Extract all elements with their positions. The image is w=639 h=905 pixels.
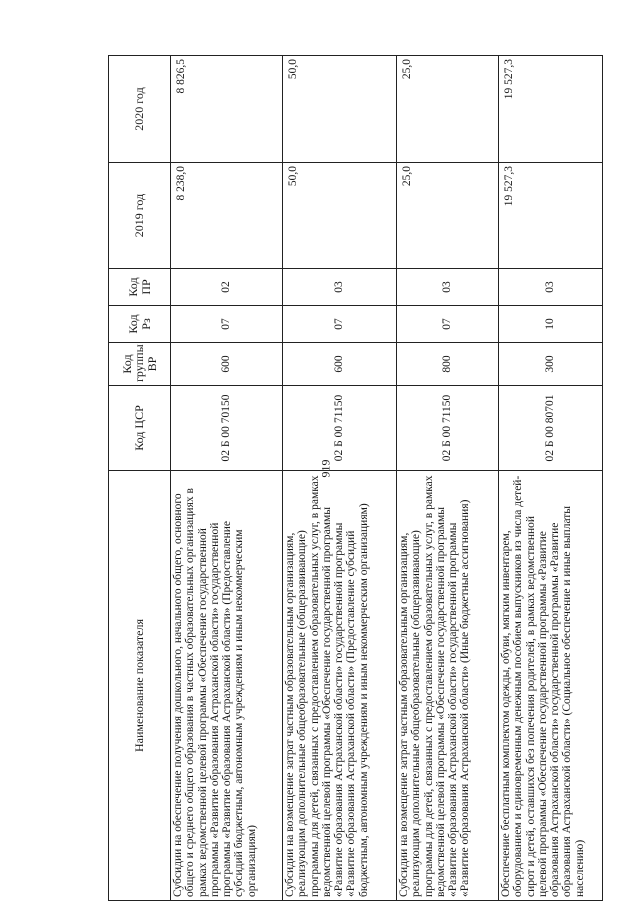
row-2019: 19 527,3 <box>499 163 603 269</box>
table-row <box>171 56 283 901</box>
header-2019: 2019 год <box>109 163 171 269</box>
row-2020: 8 826,5 <box>171 56 283 163</box>
row-csr: 02 Б 00 80701 <box>499 386 603 471</box>
row-2020: 25,0 <box>397 56 499 163</box>
header-2020: 2020 год <box>109 56 171 163</box>
row-csr: 02 Б 00 71150 <box>283 386 397 471</box>
row-2019: 50,0 <box>283 163 397 269</box>
row-2020: 19 527,3 <box>499 56 603 163</box>
row-rz: 07 <box>397 306 499 343</box>
row-name: Обеспечение бесплатным комплектом одежды, обуви, мягким инвентарем, оборудованием и единовременным денежным пособием выпускников из числа детей-сирот и детей, оставшихся без попечения родителей, в рамках ведомственной целевой программы «Обеспечение государственной программы «Развитие образования Астраханской области» государственной программы «Развитие образования Астраханской области» (Социальное обеспечение и иные выплаты населению) <box>499 471 603 901</box>
row-rz: 10 <box>499 306 603 343</box>
row-name: Субсидии на обеспечение получения дошкольного, начального общего, основного общего и среднего общего образования в частных образовательных организациях в рамках ведомственной целевой программы «Обеспечение государственной программы «Развитие образования Астраханской области» государственной программы «Развитие образования Астраханской области» (Предоставление субсидий бюджетным, автономным учреждениям и иным некоммерческим организациям) <box>171 471 283 901</box>
table-rotation-wrapper <box>108 56 606 901</box>
row-pr: 03 <box>283 269 397 306</box>
row-csr: 02 Б 00 71150 <box>397 386 499 471</box>
row-2019: 8 238,0 <box>171 163 283 269</box>
header-csr: Код ЦСР <box>109 386 171 471</box>
row-pr: 02 <box>171 269 283 306</box>
budget-table <box>108 55 603 901</box>
row-vr: 600 <box>171 343 283 386</box>
page-number-text: 919 <box>318 459 333 477</box>
row-2019: 25,0 <box>397 163 499 269</box>
header-vr: Код группы ВР <box>109 343 171 386</box>
header-pr: Код ПР <box>109 269 171 306</box>
row-pr: 03 <box>499 269 603 306</box>
row-vr: 600 <box>283 343 397 386</box>
table-row <box>499 56 603 901</box>
header-rz: Код Рз <box>109 306 171 343</box>
row-vr: 800 <box>397 343 499 386</box>
row-name: Субсидии на возмещение затрат частным образовательным организациям, реализующим дополнительные общеобразовательные (общеразвивающие) программы для детей, связанных с предоставлением образовательных услуг, в рамках ведомственной целевой программы «Обеспечение государственной программы «Развитие образования Астраханской области» государственной программы «Развитие образования Астраханской области» (Иные бюджетные ассигнования) <box>397 471 499 901</box>
row-vr: 300 <box>499 343 603 386</box>
header-name: Наименование показателя <box>109 471 171 901</box>
row-name: Субсидии на возмещение затрат частным образовательным организациям, реализующим дополнительные общеобразовательные (общеразвивающие) программы для детей, связанных с предоставлением образовательных услуг, в рамках ведомственной целевой программы «Обеспечение государственной программы «Развитие образования Астраханской области» государственной программы «Развитие образования Астраханской области» (Предоставление субсидий бюджетным, автономным учреждениям и иным некоммерческим организациям) <box>283 471 397 901</box>
row-2020: 50,0 <box>283 56 397 163</box>
row-rz: 07 <box>171 306 283 343</box>
row-pr: 03 <box>397 269 499 306</box>
table-row <box>283 56 397 901</box>
row-csr: 02 Б 00 70150 <box>171 386 283 471</box>
rotated-sheet <box>108 56 606 901</box>
row-rz: 07 <box>283 306 397 343</box>
table-header-row <box>109 56 171 901</box>
table-row <box>397 56 499 901</box>
